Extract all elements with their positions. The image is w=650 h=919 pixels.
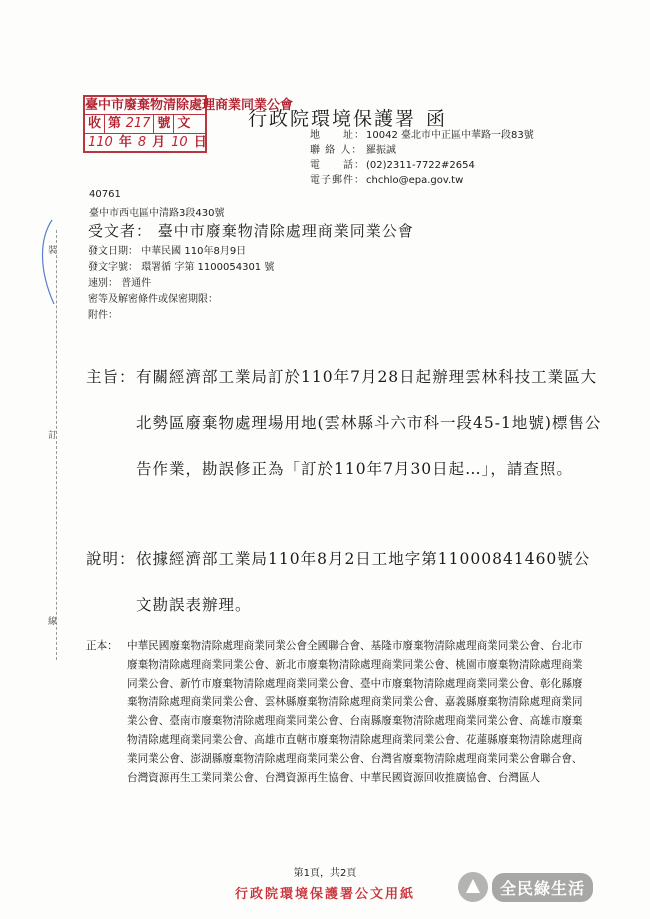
watermark-logo	[458, 872, 593, 902]
contact-phone: (02)2311-7722#2654	[366, 160, 475, 171]
stamp-number-label: 第 217	[105, 115, 154, 133]
issue-number-label: 發文字號：	[88, 262, 138, 273]
binding-mark-3: 線	[48, 617, 58, 627]
contact-address-row	[310, 128, 534, 143]
page-number: 第1頁，共2頁	[293, 868, 357, 879]
contact-email-row	[310, 173, 534, 188]
agency-name: 行政院環境保護署	[248, 108, 417, 130]
binding-mark-1: 裝	[48, 246, 58, 256]
stamp-day-unit: 日	[193, 135, 207, 150]
contact-phone-label: 電 話：	[310, 160, 365, 171]
explanation-text: 依據經濟部工業局110年8月2日工地字第11000841460號公文勘誤表辦理。	[136, 550, 591, 614]
stamp-received-label: 收	[85, 115, 105, 133]
subject-label: 主旨：	[86, 368, 136, 386]
agency-header	[248, 104, 447, 131]
recipient-postcode: 40761	[89, 189, 121, 200]
explanation-section	[86, 536, 606, 628]
stamp-day: 10	[171, 135, 188, 150]
copies-text: 中華民國廢棄物清除處理商業同業公會全國聯合會、基隆市廢棄物清除處理商業同業公會、台北市廢棄物清除處理商業同業公會、新北市廢棄物清除處理商業同業公會、桃園市廢棄物清除處理商業同業公會、新竹市廢棄物清除處理商業同業公會、臺中市廢棄物清除處理商業同業公會、彰化縣廢棄物清除處理商業同業公會、雲林縣廢棄物清除處理商業同業公會、嘉義縣廢棄物清除處理商業同業公會、臺南市廢棄物清除處理商業同業公會、台南縣廢棄物清除處理商業同業公會、高雄市廢棄物清除處理商業同業公會、高雄市直轄市廢棄物清除處理商業同業公會、花蓮縣廢棄物清除處理商業同業公會、澎湖縣廢棄物清除處理商業同業公會、台灣省廢棄物清除處理商業同業公會聯合會、台灣資源再生工業同業公會、台灣資源再生協會、中華民國資源回收推廣協會、台灣區人	[127, 640, 583, 784]
document-meta	[88, 244, 274, 324]
recipient-line	[88, 220, 414, 241]
received-stamp	[83, 95, 294, 153]
binding-mark-2: 訂	[48, 431, 58, 441]
issue-number: 環署循 字第 1100054301 號	[141, 262, 275, 273]
stamp-month: 8	[137, 135, 147, 150]
stamp-date-row	[85, 134, 205, 151]
stamp-year-unit: 年	[118, 135, 132, 150]
recipient-label: 受文者：	[88, 222, 153, 240]
pen-mark-icon	[34, 218, 56, 308]
attachment-row	[88, 308, 274, 324]
contact-address-label: 地 址：	[310, 130, 365, 141]
secrecy-row	[88, 292, 274, 308]
attachment-label: 附件：	[88, 310, 118, 321]
contact-person-label: 聯 絡 人：	[310, 145, 363, 156]
stamp-number-row	[85, 115, 205, 134]
issue-date-row	[88, 244, 274, 260]
watermark-text: 全民綠生活	[492, 873, 593, 902]
copies-label: 正本：	[86, 640, 118, 652]
speed-row	[88, 276, 274, 292]
contact-email-label: 電子郵件：	[310, 175, 365, 186]
stamp-number: 217	[125, 116, 151, 131]
contact-phone-row	[310, 158, 534, 173]
speed-value: 普通件	[121, 278, 152, 289]
footer-paper-label: 行政院環境保護署公文用紙	[234, 887, 415, 902]
speed-label: 速別：	[88, 278, 118, 289]
contact-address: 10042 臺北市中正區中華路一段83號	[366, 130, 534, 141]
doc-kind: 函	[426, 108, 448, 130]
contact-person-row	[310, 143, 534, 158]
contact-person: 羅振誠	[366, 145, 396, 156]
recipient-address: 臺中市西屯區中清路3段430號	[89, 208, 225, 219]
binding-line	[56, 230, 57, 660]
copies-section	[86, 637, 586, 787]
stamp-number-suffix: 號	[154, 115, 174, 133]
contact-email: chchlo@epa.gov.tw	[366, 175, 464, 186]
recipient-name: 臺中市廢棄物清除處理商業同業公會	[157, 222, 414, 240]
stamp-year: 110	[88, 135, 113, 150]
stamp-month-unit: 月	[152, 135, 166, 150]
stamp-doc-label: 文	[177, 116, 191, 131]
secrecy-label: 密等及解密條件或保密期限：	[88, 294, 218, 305]
explanation-label: 說明：	[86, 550, 136, 568]
contact-block	[310, 128, 534, 188]
subject-text: 有關經濟部工業局訂於110年7月28日起辦理雲林科技工業區大北勢區廢棄物處理場用地(雲林縣斗六市科一段45-1地號)標售公告作業，勘誤修正為「訂於110年7月30日起…」，請查照。	[136, 368, 602, 478]
issue-date-label: 發文日期：	[88, 246, 138, 257]
issue-number-row	[88, 260, 274, 276]
issue-date: 中華民國 110年8月9日	[141, 246, 247, 257]
subject-section	[86, 354, 606, 492]
green-life-logo-icon	[458, 872, 488, 902]
stamp-org: 臺中市廢棄物清除處理商業同業公會	[85, 98, 294, 113]
